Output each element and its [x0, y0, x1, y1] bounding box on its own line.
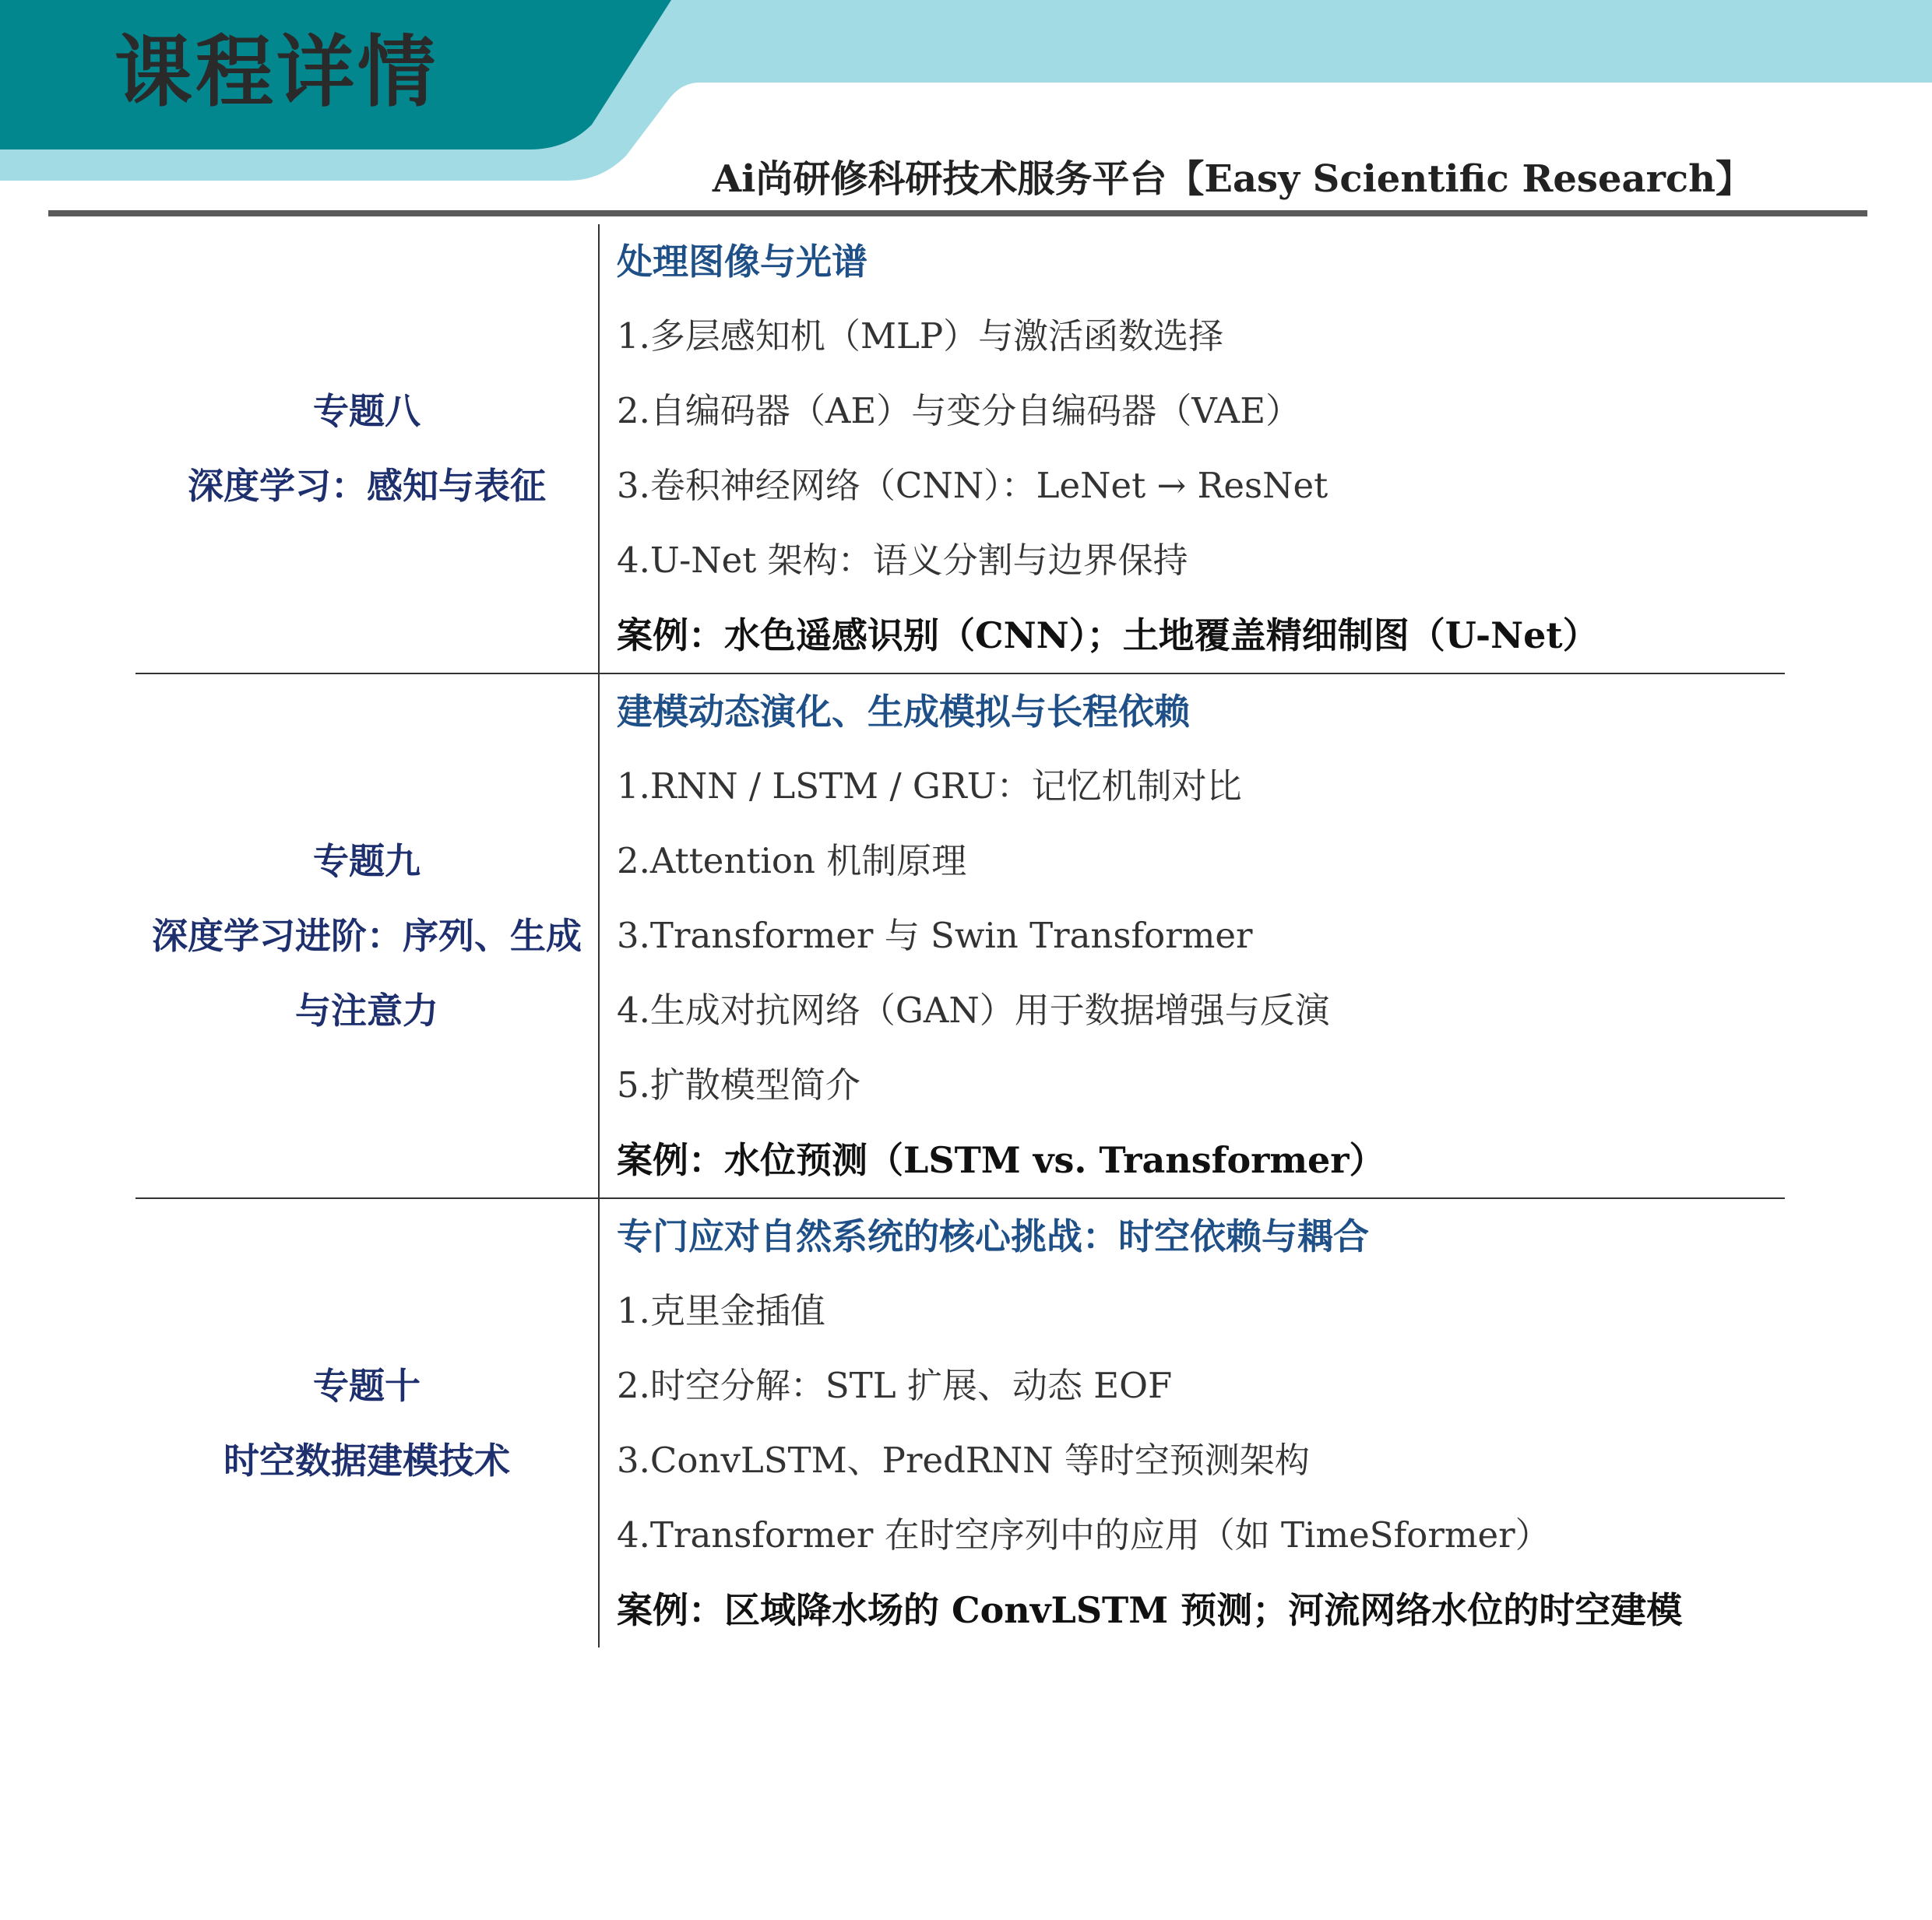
topic-heading: 专门应对自然系统的核心挑战：时空依赖与耦合: [617, 1215, 1369, 1257]
topic-row-8: [135, 224, 1785, 674]
topic-label-cell: [135, 224, 598, 673]
case-study: 案例：水色遥感识别（CNN）；土地覆盖精细制图（U-Net）: [617, 614, 1599, 656]
case-study: 案例：区域降水场的 ConvLSTM 预测；河流网络水位的时空建模: [617, 1589, 1683, 1631]
case-study: 案例：水位预测（LSTM vs. Transformer）: [617, 1139, 1385, 1181]
topic-row-9: [135, 674, 1785, 1199]
list-item: 3.卷积神经网络（CNN）：LeNet → ResNet: [617, 465, 1328, 506]
topic-name: 深度学习进阶：序列、生成与注意力: [152, 915, 582, 1032]
topic-label-cell: [135, 1199, 598, 1647]
list-item: 4.U-Net 架构：语义分割与边界保持: [617, 540, 1188, 581]
list-item: 2.Attention 机制原理: [617, 840, 967, 881]
topic-number: 专题九: [313, 840, 421, 882]
course-table: [135, 224, 1785, 1647]
page-title: 课程详情: [114, 26, 438, 118]
list-item: 5.扩散模型简介: [617, 1064, 860, 1106]
list-item: 1.克里金插值: [617, 1290, 825, 1331]
topic-number: 专题八: [313, 390, 421, 432]
list-item: 3.ConvLSTM、PredRNN 等时空预测架构: [617, 1440, 1310, 1481]
list-item: 4.Transformer 在时空序列中的应用（如 TimeSformer）: [617, 1514, 1550, 1556]
list-item: 3.Transformer 与 Swin Transformer: [617, 915, 1253, 956]
topic-name: 深度学习：感知与表征: [188, 465, 546, 507]
topic-heading: 建模动态演化、生成模拟与长程依赖: [617, 691, 1190, 733]
list-item: 2.自编码器（AE）与变分自编码器（VAE）: [617, 390, 1301, 431]
topic-name: 时空数据建模技术: [223, 1440, 510, 1482]
list-item: 4.生成对抗网络（GAN）用于数据增强与反演: [617, 990, 1330, 1031]
topic-content-cell: [598, 674, 1785, 1197]
topic-number: 专题十: [313, 1365, 421, 1407]
platform-subtitle: Ai尚研修科研技术服务平台【Easy Scientific Research】: [712, 157, 1753, 201]
topic-content-cell: [598, 224, 1785, 673]
header-divider: [48, 210, 1867, 216]
topic-content-cell: [598, 1199, 1785, 1647]
topic-label-cell: [135, 674, 598, 1197]
list-item: 1.多层感知机（MLP）与激活函数选择: [617, 315, 1224, 357]
list-item: 1.RNN / LSTM / GRU：记忆机制对比: [617, 765, 1242, 807]
topic-row-10: [135, 1199, 1785, 1647]
topic-heading: 处理图像与光谱: [617, 241, 867, 283]
list-item: 2.时空分解：STL 扩展、动态 EOF: [617, 1365, 1173, 1406]
